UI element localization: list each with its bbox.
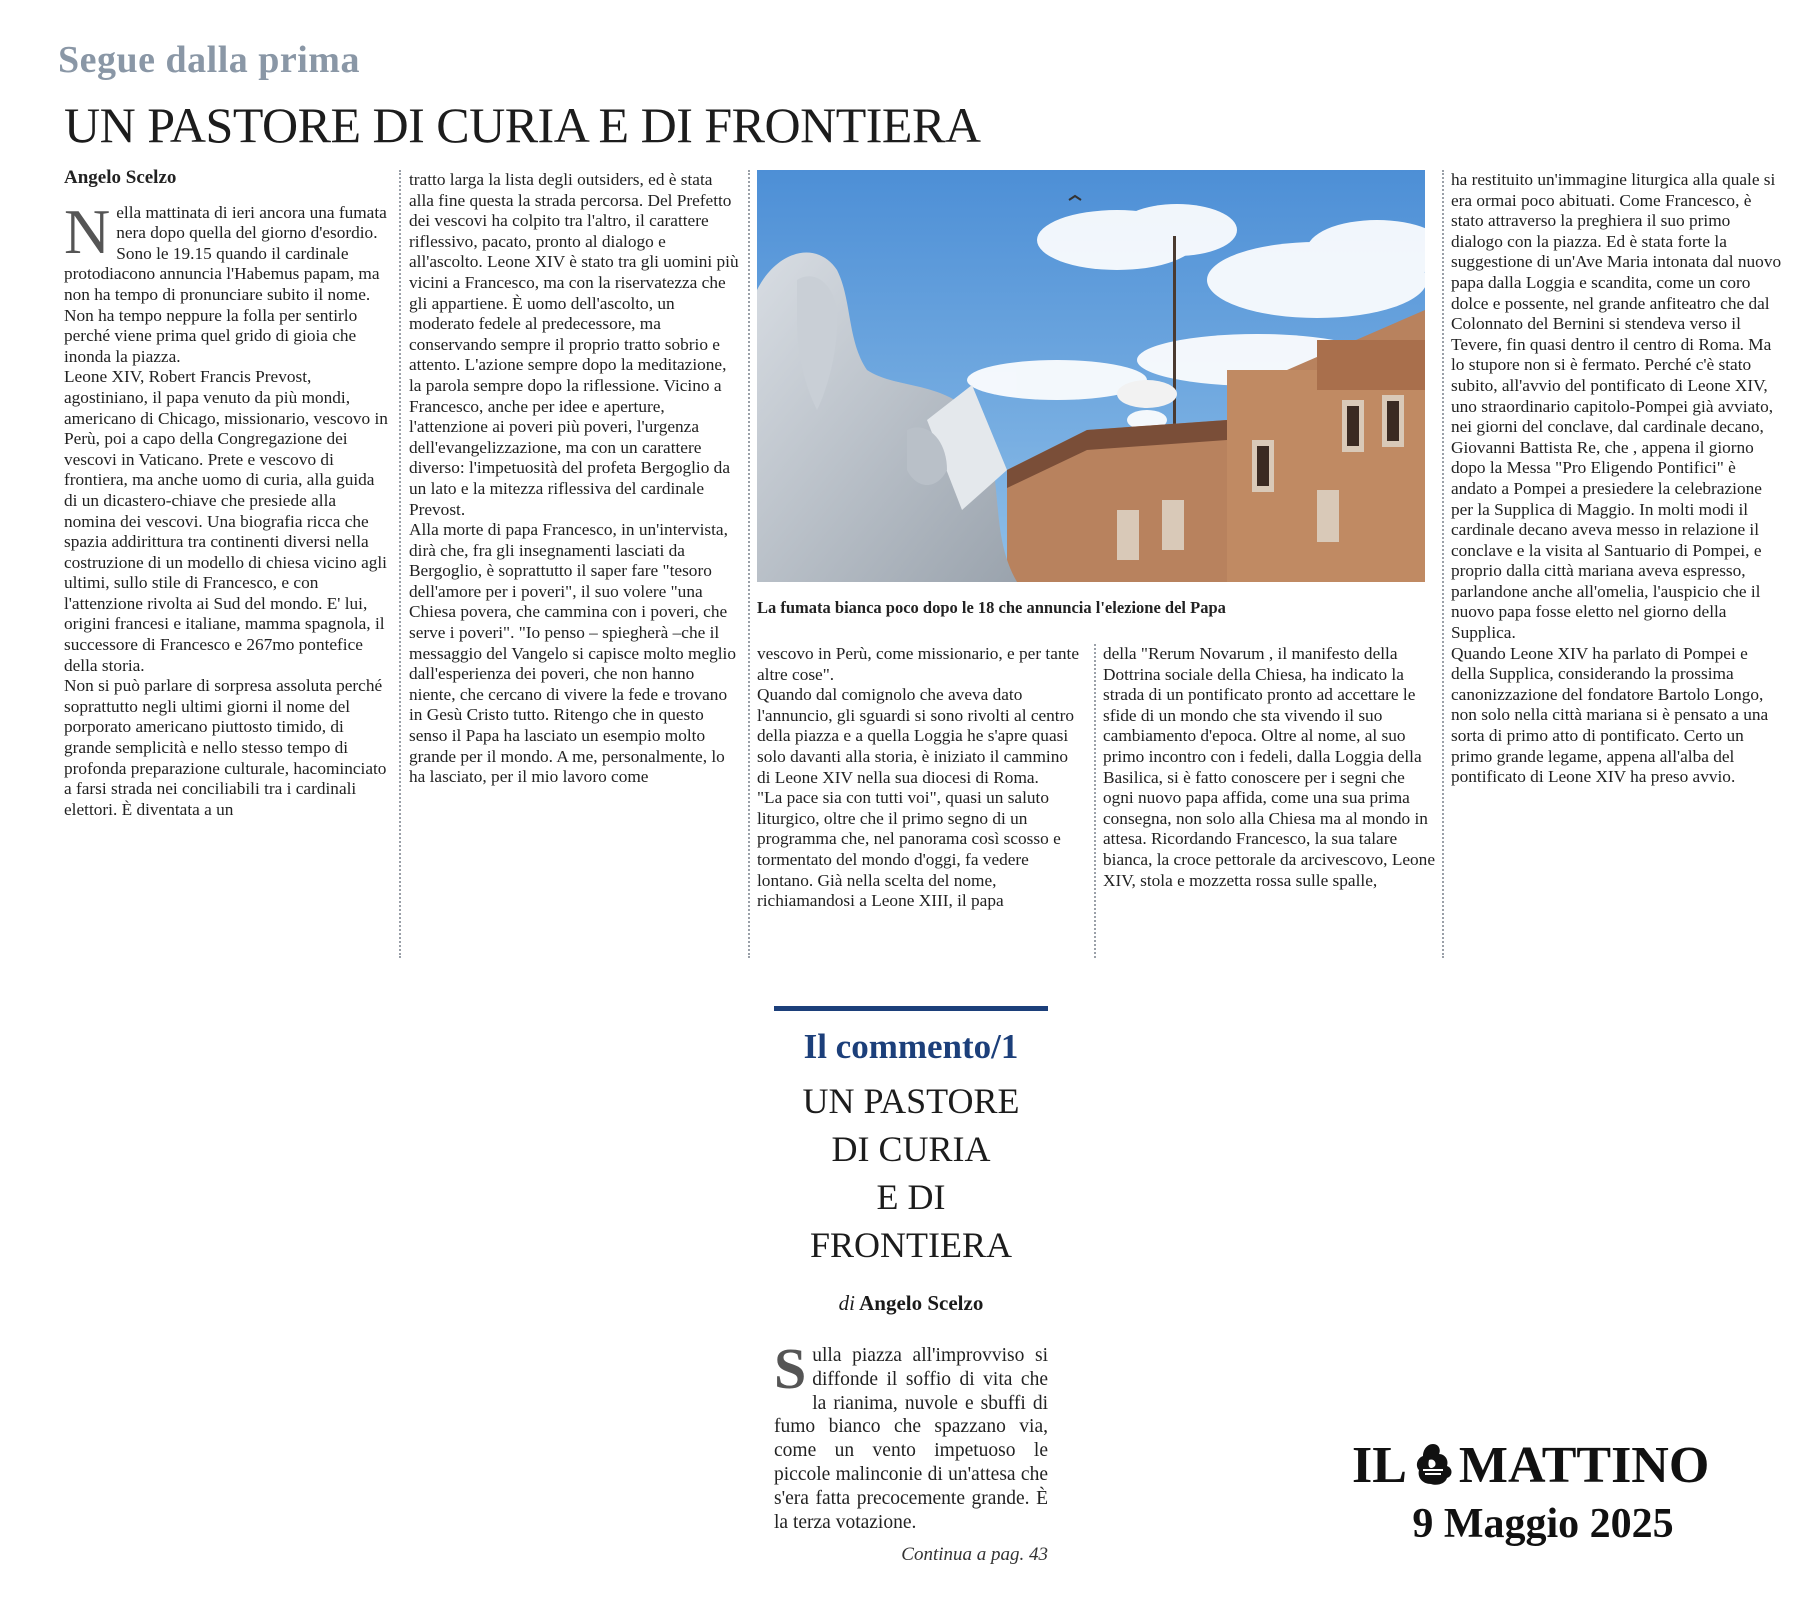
commento-kicker: Il commento/1: [803, 1027, 1019, 1066]
paragraph: "La pace sia con tutti voi", quasi un saluto liturgico, oltre che il primo segno di un programma che, nel panorama così scosso e tormentato del mondo d'oggi, fa vedere lontano. Già nella scelta del nome, richiamandosi a Leone XIII, il papa: [757, 788, 1061, 911]
paragraph: Nella mattinata di ieri ancora una fumata nera dopo quella del giorno d'esordio. Sono le 19.15 quando il cardinale protodiacono annuncia l'Habemus papam, ma non ha tempo di pronunciare subito il nome. Non ha tempo neppure la folla per sentirlo perché viene prima quel grido di gioia che inonda la piazza.: [64, 195, 387, 366]
paragraph: Quando Leone XIV ha parlato di Pompei e della Supplica, considerando la prossima canonizzazione del fondatore Bartolo Longo, non solo nella città mariana si è pensato a una sorta di primo atto di pontificato. Certo un primo grande legame, appena all'alba del pontificato di Leone XIV ha preso avvio.: [1451, 643, 1769, 787]
rooster-logo-icon: [1409, 1440, 1457, 1488]
paragraph: Non si può parlare di sorpresa assoluta perché soprattutto negli ultimi giorni il nome del porporato americano piuttosto timido, di grande semplicità e nello stesso tempo di profonda preparazione culturale, hacominciato a farsi strada nei conciliabili tra i cardinali elettori. È diventata a un: [64, 676, 387, 819]
article-column-1: [64, 168, 392, 820]
commento-title-line: DI CURIA: [831, 1129, 991, 1169]
paragraph: Leone XIV, Robert Francis Prevost, agostiniano, il papa venuto da più mondi, americano di Chicago, missionario, vescovo in Perù, poi a capo della Congregazione dei vescovi in Vaticano. Prete e vescovo di frontiera, ma anche uomo di curia, alla guida di un dicastero-chiave che presiede alla nomina dei vescovi. Una biografia ricca che spazia addirittura tra continenti diversi nella costruzione di un modello di chiesa vicino agli ultimi, sullo stile di Francesco, e con l'attenzione rivolta ai Sud del mondo. E' lui, origini francesi e italiane, mamma spagnola, il successore di Francesco e 267mo pontefice della storia.: [64, 367, 388, 675]
publication-date: 9 Maggio 2025: [1412, 1501, 1674, 1547]
column-divider: [399, 170, 401, 958]
commento-title: [774, 1077, 1048, 1269]
article-headline: UN PASTORE DI CURIA E DI FRONTIERA: [64, 97, 981, 153]
commento-text: Sulla piazza all'improvviso si diffonde il soffio di vita che la rianima, nuvole e sbuffi di fumo bianco che spazzano via, come un vento impetuoso le piccole malinconie di un'attesa che s'era fatta precocemente grande. È la terza votazione.: [774, 1336, 1048, 1533]
drop-cap: N: [64, 195, 111, 267]
article-column-2: [409, 170, 741, 788]
byline-prefix: di: [838, 1291, 855, 1315]
article-column-3: [757, 644, 1085, 912]
paragraph: tratto larga la lista degli outsiders, ed è stata alla fine questa la strada percorsa. Del Prefetto dei vescovi ha colpito tra l'altro, il carattere riflessivo, pacato, pronto al dialogo e all'ascolto. Leone XIV è stato tra gli uomini più vicini a Francesco, ma con la riservatezza che gli appartiene. È uomo dell'ascolto, un moderato fedele al predecessore, ma conservando sempre il proprio tratto sobrio e attento. L'azione sempre dopo la meditazione, la parola sempre dopo la riflessione. Vicino a Francesco, anche per idee e aperture, l'attenzione ai poveri più poveri, l'urgenza dell'evangelizzazione, ma con un carattere diverso: l'impetuosità del profeta Bergoglio da un lato e la mitezza riflessiva del cardinale Prevost.: [409, 170, 739, 519]
paragraph: della "Rerum Novarum , il manifesto della Dottrina sociale della Chiesa, ha indicato la strada di un pontificato pronto ad accettare le sfide di un mondo che sta vivendo il suo cambiamento d'epoca. Oltre al nome, al suo primo incontro con i fedeli, dalla Loggia della Basilica, si è fatto conoscere per i segni che ogni nuovo papa affida, come una sua prima consegna, non solo alla Chiesa ma al mondo in attesa. Ricordando Francesco, la sua talare bianca, la croce pettorale da arcivescovo, Leone XIV, stola e mozzetta rossa sulle spalle,: [1103, 644, 1435, 890]
commento-author: Angelo Scelzo: [859, 1291, 984, 1315]
continua-link[interactable]: Continua a pag. 43: [901, 1544, 1048, 1566]
commento-title-line: UN PASTORE: [802, 1081, 1020, 1121]
article-author: Angelo Scelzo: [64, 167, 177, 188]
article-photo: [757, 170, 1425, 582]
paragraph: vescovo in Perù, come missionario, e per tante altre cose".: [757, 644, 1080, 684]
drop-cap: S: [774, 1336, 807, 1401]
commento-byline: [774, 1291, 1048, 1316]
paragraph: ha restituito un'immagine liturgica alla quale si era ormai poco abituati. Come Francesco, è stato attraverso la preghiera il suo primo dialogo con la piazza. Ed è stata forte la suggestione di un'Ave Maria intonata dal nuovo papa dalla Loggia e scandita, come un coro dolce e possente, nel grande anfiteatro che dal Colonnato del Bernini si stendeva verso il Tevere, fin quasi dentro il centro di Roma. Ma lo stupore non si è fermato. Perché c'è stato subito, all'avvio del pontificato di Leone XIV, uno straordinario capitolo-Pompei già avviato, nei giorni del conclave, dal cardinale decano, Giovanni Battista Re, che , appena il giorno dopo la Messa "Pro Eligendo Pontifici" è andato a Pompei a presiedere la celebrazione per la Supplica di Maggio. In molti modi il cardinale decano aveva messo in relazione il conclave e la visita al Santuario di Pompei, e proprio dalla città mariana aveva espresso, parlandone anche all'omelia, l'auspicio che il nuovo papa fosse eletto nel giorno della Supplica.: [1451, 170, 1782, 643]
column-divider: [1442, 170, 1444, 958]
article-column-5: [1451, 170, 1785, 788]
section-kicker: Segue dalla prima: [58, 39, 360, 81]
article-column-4: [1103, 644, 1435, 891]
photo-illustration: [757, 170, 1425, 582]
newspaper-masthead: IL MATTINO: [1352, 1437, 1710, 1494]
column-divider: [748, 170, 750, 958]
photo-caption: La fumata bianca poco dopo le 18 che annuncia l'elezione del Papa: [757, 598, 1226, 617]
commento-box: [774, 1006, 1048, 1566]
paragraph: Alla morte di papa Francesco, in un'intervista, dirà che, fra gli insegnamenti lasciati da Bergoglio, è soprattutto il saper fare "tesoro dell'amore per i poveri", il suo volere "una Chiesa povera, che cammina con i poveri, che serve i poveri". "Io penso – spiegherà –che il messaggio del Vangelo si capisce molto meglio dall'esperienza dei poveri, che non hanno niente, che cercano di vivere la fede e trovano in Gesù Cristo tutto. Ritengo che in questo senso il Papa ha lasciato un esempio molto grande per il mondo. A me, personalmente, lo ha lasciato, per il mio lavoro come: [409, 520, 737, 787]
paragraph: Quando dal comignolo che aveva dato l'annuncio, gli sguardi si sono rivolti al centro della piazza e a quella Loggia he s'apre quasi solo davanti alla storia, è iniziato il cammino di Leone XIV nella sua diocesi di Roma.: [757, 685, 1075, 787]
column-divider: [1094, 644, 1096, 958]
commento-title-line: E DI FRONTIERA: [809, 1177, 1012, 1265]
